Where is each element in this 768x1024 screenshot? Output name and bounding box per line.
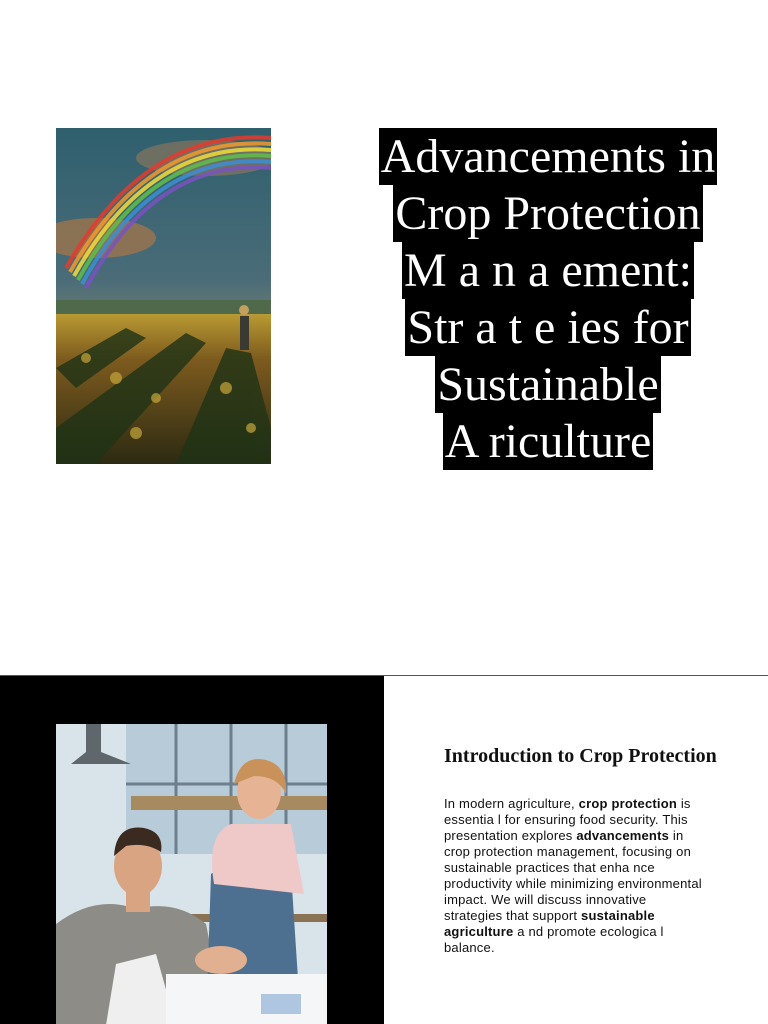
intro-body-bold: advancements bbox=[576, 828, 670, 843]
field-rainbow-photo bbox=[56, 128, 271, 464]
slide-title bbox=[352, 128, 744, 470]
intro-body-text bbox=[444, 796, 706, 956]
intro-body-bold: crop protection bbox=[578, 796, 678, 811]
title-line-6: A riculture bbox=[444, 415, 652, 468]
intro-body-bold: sustainable agriculture bbox=[444, 908, 655, 939]
intro-body-run: is essentia l for ensuring food security. This presentation explores bbox=[444, 796, 691, 843]
title-line-2: Crop Protection bbox=[395, 187, 701, 240]
intro-slide bbox=[0, 675, 768, 1024]
title-line-4: Str a t e ies for bbox=[407, 301, 689, 354]
intro-body-run: In modern agriculture, bbox=[444, 796, 579, 811]
title-line-1: Advancements in bbox=[380, 130, 716, 183]
intro-heading: Introduction to Crop Protection bbox=[444, 745, 717, 767]
intro-body-run: a nd promote ecologica l balance. bbox=[444, 924, 664, 955]
title-line-5: Sustainable bbox=[437, 358, 659, 411]
team-photo bbox=[56, 724, 327, 1024]
title-line-3: M a n a ement: bbox=[404, 244, 692, 297]
intro-body-run: in crop protection management, focusing on sustainable practices that enha nce productivity while minimizing environmental impact. We will discuss innovative strategies that support bbox=[444, 828, 702, 923]
